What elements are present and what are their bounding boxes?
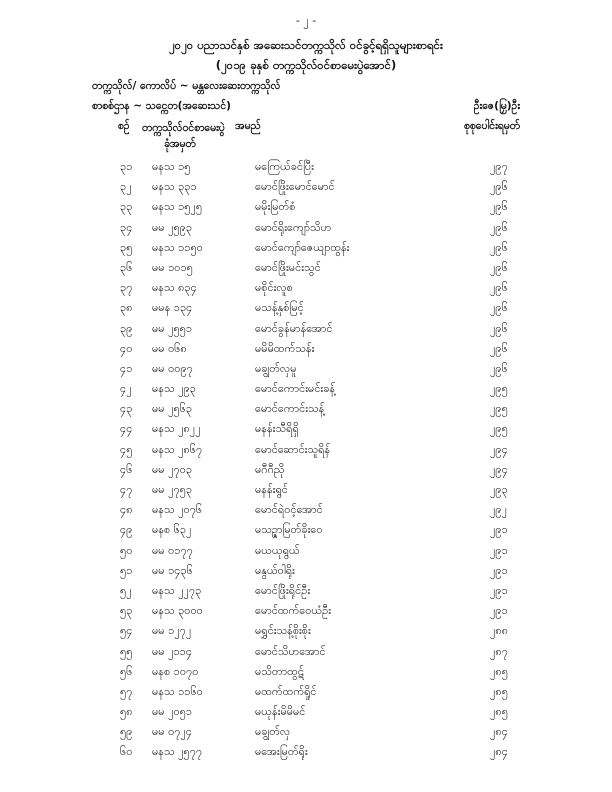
student-name-cell: မနန်းသီရိရှိ (255, 422, 299, 436)
roll-number-cell: မနသ ၂၉၃ (152, 382, 196, 396)
exam-center-line: စာစစ်ဌာန ~ သင္ကေတ(အဆေးသင်) (92, 100, 231, 112)
total-marks-cell: ၂၉၇ (490, 160, 508, 173)
student-name-cell: မောင်ဖြိုးမင်းသွင် (255, 260, 321, 274)
total-marks-cell: ၂၉၆ (490, 281, 508, 295)
student-name-cell: မသဉ္ဇာမြတ်ခိုးဝေ (255, 523, 323, 537)
serial-cell: ၅၃ (120, 604, 133, 618)
serial-cell: ၃၅ (120, 240, 133, 254)
serial-cell: ၅၅ (120, 644, 133, 658)
roll-number-cell: မမ ၂၅၅၁ (152, 321, 193, 335)
student-name-cell: မနွယ်ဝါရိုး (255, 563, 295, 577)
serial-cell: ၃၁ (120, 160, 133, 173)
university-line: တက္ကသိုလ်/ ကောလိပ် ~ မန္တလေးဆေးတက္ကသိုလ် (92, 80, 281, 92)
total-marks-cell: ၂၉၅ (490, 402, 508, 416)
roll-number-cell: မမ ၂၇၀၃ (152, 462, 193, 476)
total-marks-cell: ၂၉၄ (490, 462, 508, 476)
roll-number-cell: မနသ ၁၅၂၅ (152, 200, 203, 214)
table-row (0, 463, 612, 483)
serial-cell: ၃၆ (120, 260, 133, 274)
student-name-cell: မောင်ရိုးကျော်သိဟ (255, 220, 332, 234)
total-marks-cell: ၂၉၁ (490, 563, 508, 577)
total-marks-cell: ၂၉၅ (490, 382, 508, 396)
total-marks-cell: ၂၉၁ (490, 543, 508, 557)
total-marks-cell: ၂၈၅ (490, 705, 508, 719)
roll-number-cell: မနသ ၂၈၂၂ (152, 422, 201, 436)
roll-number-cell: မမ ၀၀၉၇ (152, 361, 193, 375)
column-header-roll-number (142, 120, 225, 152)
roll-number-cell: မနစ ၆၃၂ (152, 523, 192, 537)
total-marks-cell: ၂၉၆ (490, 260, 508, 274)
table-row (0, 160, 612, 180)
student-name-cell: မမိုးမြတ်စံ (255, 200, 296, 214)
student-name-cell: မောင်သိဟအောင် (255, 644, 326, 658)
serial-cell: ၃၃ (120, 200, 133, 214)
total-marks-cell: ၂၉၆ (490, 321, 508, 335)
table-row (0, 241, 612, 261)
table-row (0, 665, 612, 685)
table-row (0, 503, 612, 523)
roll-number-cell: မနသ ၂၅၇၇ (152, 745, 203, 759)
serial-cell: ၅၁ (120, 563, 133, 577)
student-name-cell: မချွတ်လှမူ (255, 361, 297, 375)
total-marks-cell: ၂၈၅ (490, 664, 508, 678)
table-row (0, 301, 612, 321)
table-row (0, 382, 612, 402)
student-name-cell: မောင်ကျော်ဇေယျာထွန်း (255, 240, 350, 254)
student-name-cell: မယုန်းမိမိမင် (255, 705, 306, 719)
serial-cell: ၅၀ (120, 543, 133, 557)
roll-number-cell: မနသ ၂၈၆၇ (152, 442, 203, 456)
column-header-name: အမည် (235, 120, 261, 132)
student-table (0, 160, 612, 766)
total-marks-cell: ၂၉၁ (490, 523, 508, 537)
table-row (0, 422, 612, 442)
student-name-cell: မောင်ကောင်းမင်းခန့် (255, 382, 336, 396)
serial-cell: ၄၂ (120, 382, 132, 396)
total-marks-cell: ၂၉၃ (490, 483, 508, 496)
table-row (0, 483, 612, 503)
student-name-cell: မအေးမြတ်ရိုး (255, 745, 308, 759)
table-row (0, 725, 612, 745)
table-row (0, 281, 612, 301)
student-name-cell: မစိုင်းလူစ (255, 281, 293, 295)
column-header-roll-line1: တက္ကသိုလ်ဝင်စာမေးပွဲ (142, 122, 225, 134)
student-name-cell: မောင်ဖြိုးမောင်မောင် (255, 180, 335, 194)
table-row (0, 342, 612, 362)
serial-cell: ၅၂ (120, 583, 132, 597)
student-name-cell: မောင်ဖြိုးရိုင်ဦး (255, 583, 311, 597)
document-title: ၂၀၂၀ ပညာသင်နှစ် အဆေးသင်တက္ကသိုလ် ဝင်ခွင့်ရရှိသူများစာရင်း (169, 38, 443, 52)
roll-number-cell: မနသ ၈၃၄ (152, 281, 197, 295)
roll-number-cell: မနသ ၂၂၇၃ (152, 583, 202, 597)
total-marks-cell: ၂၈၄ (490, 745, 508, 759)
student-name-cell: မောင်ကောင်းသန့် (255, 402, 325, 416)
table-row (0, 362, 612, 382)
column-header-total-marks: စုစုပေါင်းရမှတ် (463, 120, 520, 132)
serial-cell: ၄၀ (120, 341, 133, 355)
roll-number-cell: မမ ၂၇၅၃ (152, 483, 193, 496)
student-name-cell: မဂီဂီညို (255, 462, 285, 476)
serial-cell: ၃၉ (120, 321, 133, 335)
page-number: - ၂ - (295, 14, 317, 27)
total-marks-cell: ၂၉၄ (490, 442, 508, 456)
roll-number-cell: မမ ၂၀၅၁ (152, 705, 193, 719)
student-name-cell: မရွှင်းသန့်စိုးစိုး (255, 624, 311, 638)
roll-number-cell: မမ ၀၁၇၇ (152, 543, 193, 557)
total-marks-cell: ၂၉၆ (490, 301, 508, 315)
serial-cell: ၆၀ (120, 745, 133, 759)
table-row (0, 544, 612, 564)
student-name-cell: မထက်ထက်ရှိုင် (255, 684, 317, 698)
roll-number-cell: မမ ၁၄၃၆ (152, 563, 193, 577)
total-marks-cell: ၂၈၄ (490, 725, 508, 739)
column-header-roll-line2: ခုံအမှတ် (164, 138, 196, 150)
roll-number-cell: မမ ၀၇၂၄ (152, 725, 193, 739)
roll-number-cell: မနသ ၃၀၀၀ (152, 604, 203, 618)
total-marks-cell: ၂၉၆ (490, 220, 508, 234)
table-row (0, 685, 612, 705)
roll-number-cell: မနသ ၃၃၁ (152, 180, 197, 194)
total-marks-cell: ၂၉၁ (490, 604, 508, 618)
student-name-cell: မမိမိထက်သန်း (255, 341, 315, 355)
table-row (0, 221, 612, 241)
student-name-cell: မောင်ဆောင်းသူရိန် (255, 442, 331, 456)
serial-cell: ၄၈ (120, 503, 133, 517)
total-marks-cell: ၂၉၁ (490, 583, 508, 597)
serial-cell: ၅၄ (120, 624, 133, 638)
serial-cell: ၃၈ (120, 301, 133, 315)
student-name-cell: မချွတ်လှ (255, 725, 291, 739)
roll-number-cell: မမ ၁၂၇၂ (152, 624, 192, 638)
table-row (0, 443, 612, 463)
serial-cell: ၅၈ (120, 705, 133, 719)
roll-number-cell: မမ ၁၀၁၅ (152, 260, 193, 274)
roll-number-cell: မမ ၀၆၈ (152, 341, 187, 355)
student-name-cell: မသန့်နှစ်မြင့် (255, 301, 304, 315)
student-name-cell: မောင်ခွန်မာန်အောင် (255, 321, 333, 335)
table-row (0, 745, 612, 765)
serial-cell: ၅၇ (120, 684, 133, 698)
serial-cell: ၃၂ (120, 180, 132, 194)
total-marks-cell: ၂၉၅ (490, 422, 508, 436)
total-marks-cell: ၂၈၅ (490, 684, 508, 698)
table-row (0, 523, 612, 543)
table-row (0, 180, 612, 200)
table-row (0, 584, 612, 604)
table-row (0, 624, 612, 644)
serial-cell: ၅၆ (120, 664, 133, 678)
student-name-cell: မောင်ထက်ဝေယံဦး (255, 604, 332, 618)
roll-number-cell: မမ ၂၅၉၃ (152, 220, 193, 234)
document-subtitle: (၂၀၁၉ ခုနှစ် တက္ကသိုလ်ဝင်စာမေးပွဲအောင်) (215, 58, 397, 72)
serial-cell: ၄၃ (120, 402, 133, 416)
serial-cell: ၃၇ (120, 281, 133, 295)
table-row (0, 564, 612, 584)
serial-cell: ၄၉ (120, 523, 133, 537)
roll-number-cell: မနသ ၂၀၇၆ (152, 503, 203, 517)
roll-number-cell: မမ ၂၅၆၃ (152, 402, 193, 416)
roll-number-cell: မမ ၂၁၁၄ (152, 644, 193, 658)
serial-cell: ၄၇ (120, 483, 133, 496)
officer-name: ဦးဇေ(မြှ)ဦး (473, 100, 520, 112)
column-header-serial: စဉ် (118, 120, 130, 132)
serial-cell: ၅၉ (120, 725, 133, 739)
serial-cell: ၄၆ (120, 462, 133, 476)
student-name-cell: မကြေယ်ခင်ပြီး (255, 160, 314, 173)
total-marks-cell: ၂၉၆ (490, 341, 508, 355)
serial-cell: ၄၅ (120, 442, 133, 456)
student-name-cell: မနန်းရွင် (255, 483, 288, 496)
roll-number-cell: မနသ ၁၁၅၀ (152, 240, 203, 254)
table-row (0, 705, 612, 725)
total-marks-cell: ၂၉၆ (490, 361, 508, 375)
table-row (0, 261, 612, 281)
roll-number-cell: မနသ ၁၁၆၀ (152, 684, 203, 698)
student-name-cell: မသိတာထွဋ် (255, 664, 304, 678)
student-name-cell: မယယုရွယ် (255, 543, 300, 557)
roll-number-cell: မမန ၁၃၄ (152, 301, 193, 315)
table-row (0, 645, 612, 665)
roll-number-cell: မနစ ၁၀၇၀ (152, 664, 199, 678)
table-row (0, 604, 612, 624)
total-marks-cell: ၂၉၆ (490, 240, 508, 254)
table-row (0, 402, 612, 422)
serial-cell: ၃၄ (120, 220, 133, 234)
total-marks-cell: ၂၉၆ (490, 180, 508, 194)
table-row (0, 322, 612, 342)
serial-cell: ၄၄ (120, 422, 133, 436)
total-marks-cell: ၂၉၂ (490, 503, 507, 517)
student-name-cell: မောင်ရဲဝင့်အောင် (255, 503, 323, 517)
roll-number-cell: မနသ ၁၅ (152, 160, 191, 173)
total-marks-cell: ၂၈၇ (490, 644, 508, 658)
serial-cell: ၄၁ (120, 361, 133, 375)
total-marks-cell: ၂၉၆ (490, 200, 508, 214)
table-row (0, 200, 612, 220)
total-marks-cell: ၂၈၈ (490, 624, 508, 638)
